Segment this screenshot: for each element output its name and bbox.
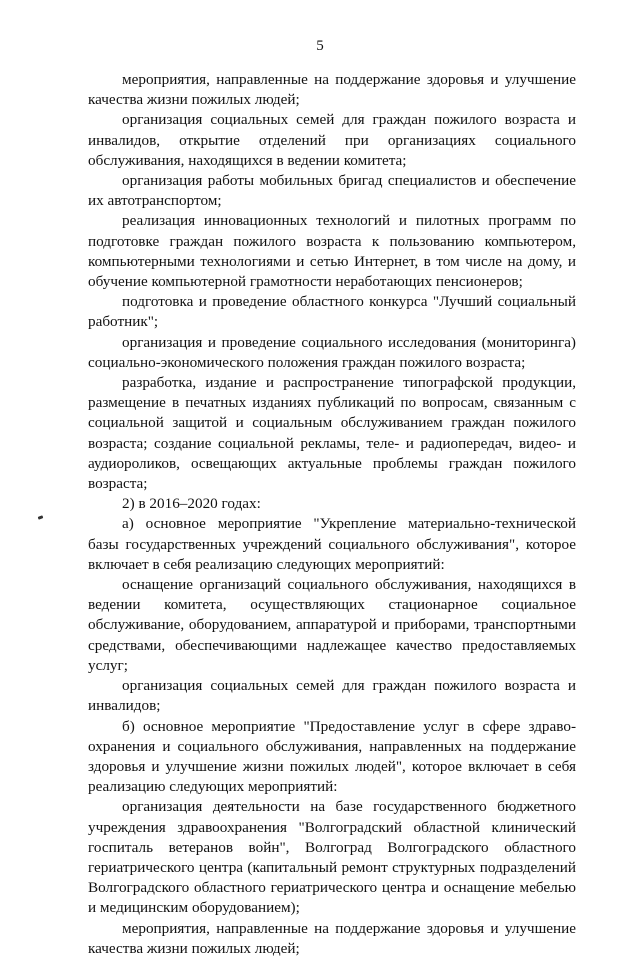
paragraph-3: организация работы мобильных бригад специалистов и обеспечение их автотранспортом; <box>88 172 576 210</box>
paragraph-9: а) основное мероприятие "Укрепление материально-технической базы государственных учреждений социального обслуживания", которое включает в себя реализацию следующих мероприятий: <box>88 515 576 573</box>
paragraph-11: организация социальных семей для граждан пожилого возраста и инвалидов; <box>88 677 576 715</box>
paragraph-6: организация и проведение социального исследования (мониторинга) социально-экономического положения граждан пожилого возраста; <box>88 333 576 371</box>
paragraph-14: мероприятия, направленные на поддержание здоровья и улучшение качества жизни пожилых людей; <box>88 919 576 957</box>
paragraph-2: организация социальных семей для граждан пожилого возраста и инвалидов, открытие отделений при организациях социального обслуживания, находящихся в ведении комитета; <box>88 111 576 169</box>
paragraph-8: 2) в 2016–2020 годах: <box>122 495 261 513</box>
paragraph-12: б) основное мероприятие "Предоставление услуг в сфере здравоохранения и социального обслуживания, направленных на поддержание здоровья и улучшение жизни пожилых людей", которое включает в себя реализацию следующих мероприятий: <box>88 717 576 796</box>
paragraph-10: оснащение организаций социального обслуживания, находящихся в ведении комитета, осуществляющих стационарное социальное обслуживание, оборудованием, аппаратурой и приборами, транспортными средствами, обеспечивающими надлежащее качество предоставляемых услуг; <box>88 576 576 674</box>
paragraph-13: организация деятельности на базе государственного бюджетного учреждения здравоохранения "Волгоградский областной клинический госпиталь ветеранов войн", Волгоград Волгоградского областного гериатрического центра (капитальный ремонт структурных подразделений Волгоградского областного гериатрического центра и оснащение мебелью и медицинским оборудованием); <box>88 798 576 917</box>
document-body <box>88 70 576 959</box>
paragraph-7: разработка, издание и распространение типографской продукции, размещение в печатных изданиях публикаций по вопросам, связанным с социальной защитой и социальным обслуживанием граждан пожилого возраста; создание социальной рекламы, теле- и радиопередач, видео- и аудиороликов, освещающих актуальные проблемы граждан пожилого возраста; <box>88 374 576 493</box>
paragraph-4: реализация инновационных технологий и пилотных программ по подготовке граждан пожилого возраста к пользованию компьютером, компьютерными технологиями и сетью Интернет, в том числе на дому, и обучение компьютерной грамотности неработающих пенсионеров; <box>88 212 576 291</box>
margin-mark <box>38 515 44 520</box>
paragraph-5: подготовка и проведение областного конкурса "Лучший социальный работник"; <box>88 293 576 331</box>
page-number: 5 <box>316 38 324 54</box>
paragraph-1: мероприятия, направленные на поддержание здоровья и улучшение качества жизни пожилых людей; <box>88 71 576 109</box>
